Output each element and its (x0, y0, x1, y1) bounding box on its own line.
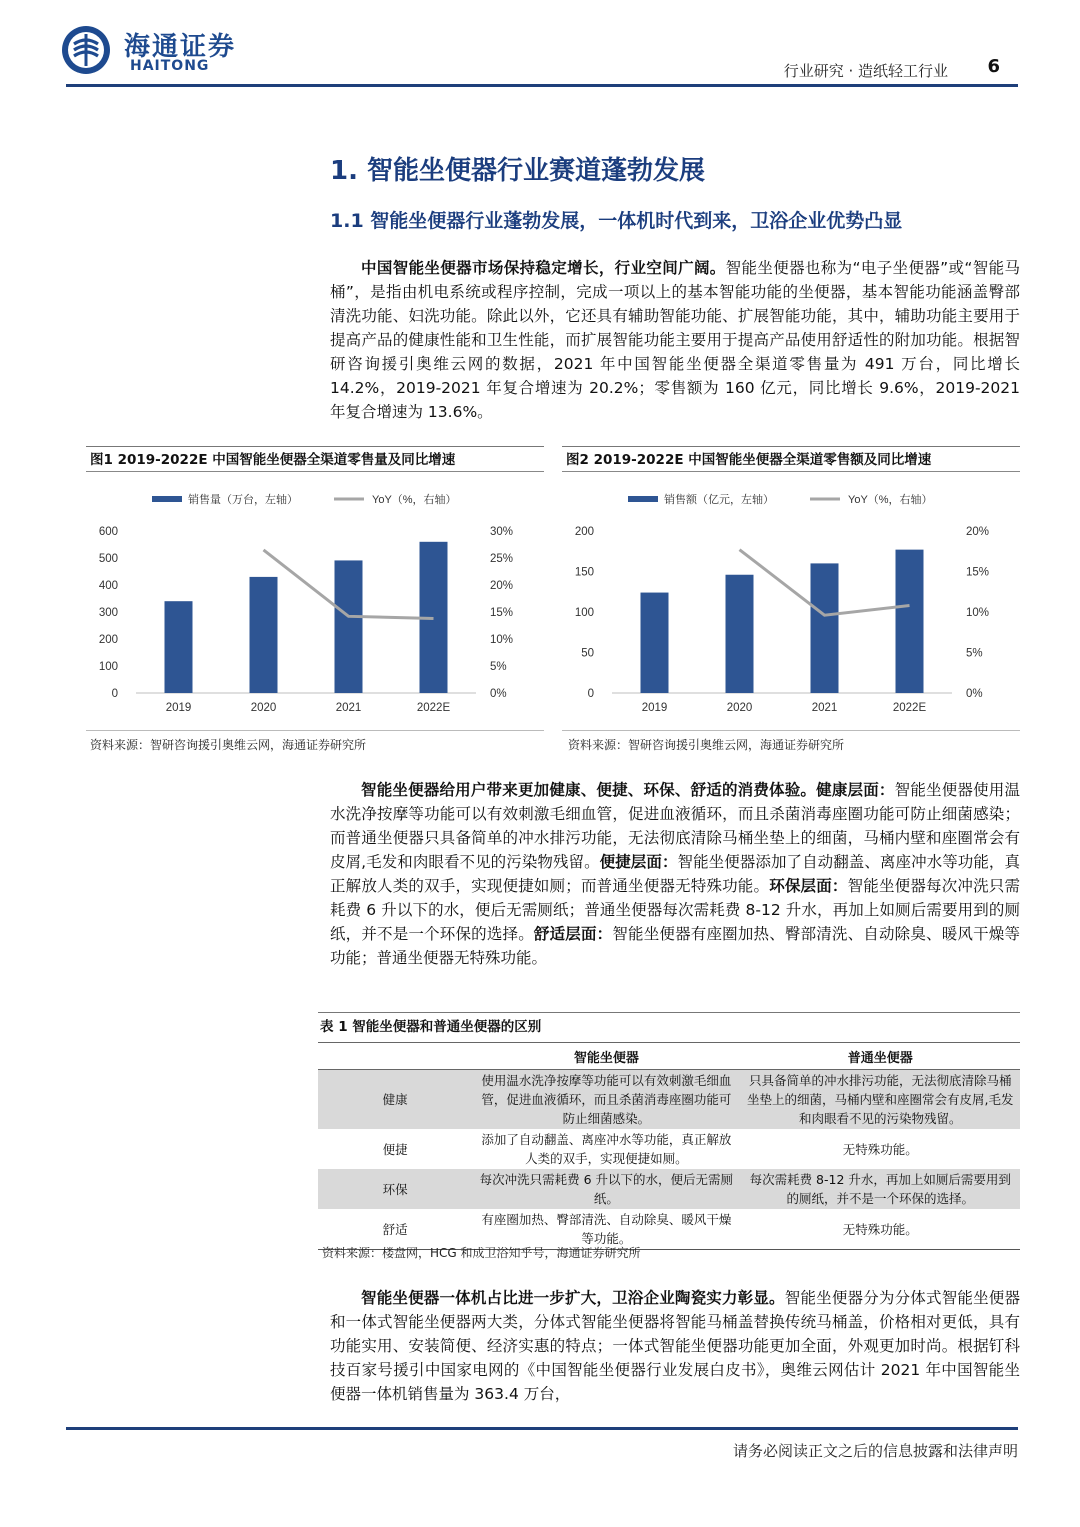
bar-2019 (641, 593, 669, 693)
para2-comfort-text: 智能坐便器有座圈加热、臀部清洗、自动除臭、暖风干燥等功能；普通坐便器无特殊功能。 (330, 925, 1020, 967)
y-left-tick-label: 50 (581, 647, 594, 660)
para2-convenience-text: 智能坐便器添加了自动翻盖、离座冲水等功能，真正解放人类的双手，实现便捷如厕；而普通坐便器无特殊功能。 (330, 853, 1020, 895)
legend-line-label: YoY（%，右轴） (848, 494, 933, 506)
row-smart-cell: 有座圈加热、臀部清洗、自动除臭、暖风干燥等功能。 (472, 1209, 740, 1250)
x-tick-label: 2020 (726, 702, 753, 714)
para3-text: 智能坐便器分为分体式智能坐便器和一体式智能坐便器两大类，分体式智能坐便器将智能马桶盖替换传统马桶盖，价格相对更低，具有功能实用、安装简便、经济实惠的特点；一体式智能坐便器功能更加全面，外观更加时尚。根据钉科技百家号援引中国家电网的《中国智能坐便器行业发展白皮书》，奥维云网估计 2021 年中国智能坐便器一体机销售量为 363.4 万台， (330, 1289, 1020, 1403)
y-right-tick-label: 0% (490, 688, 507, 700)
bar-2021 (811, 563, 839, 693)
y-left-tick-label: 500 (98, 553, 118, 565)
legend-bar-label: 销售量（万台，左轴） (188, 494, 298, 506)
table-title: 表 1 智能坐便器和普通坐便器的区别 (318, 1012, 1020, 1038)
legend-bar-label: 销售额（亿元，左轴） (664, 494, 774, 506)
paragraph-consumer-experience (330, 778, 1020, 970)
para2-lead: 智能坐便器给用户带来更加健康、便捷、环保、舒适的消费体验。 (361, 781, 817, 799)
row-label: 舒适 (318, 1209, 472, 1250)
header-divider (66, 84, 1018, 87)
y-left-tick-label: 600 (98, 526, 118, 538)
row-normal-cell: 只具备简单的冲水排污功能，无法彻底清除马桶坐垫上的细菌，马桶内壁和座圈常会有皮屑,毛发和肉眼看不见的污染物残留。 (740, 1070, 1020, 1130)
subsection-heading: 1.1 智能坐便器行业蓬勃发展，一体机时代到来，卫浴企业优势凸显 (330, 210, 903, 232)
y-right-tick-label: 20% (966, 526, 990, 538)
figure1-source: 资料来源：智研咨询援引奥维云网，海通证券研究所 (90, 738, 367, 752)
paragraph-integrated-units (330, 1286, 1020, 1406)
page-number: 6 (987, 56, 1000, 77)
legend-line-label: YoY（%，右轴） (372, 494, 457, 506)
para2-environment-label: 环保层面： (769, 877, 848, 895)
figure1-divider (86, 730, 544, 731)
y-right-tick-label: 10% (490, 634, 514, 646)
y-left-tick-label: 100 (574, 607, 594, 619)
para1-text: 智能坐便器也称为“电子坐便器”或“智能马桶”，是指由机电系统或程序控制，完成一项以上的基本智能功能的坐便器，基本智能功能涵盖臀部清洗功能、妇洗功能。除此以外，它还具有辅助智能功能、扩展智能功能，其中，辅助功能主要用于提高产品的健康性能和卫生性能，而扩展智能功能主要用于提高产品使用舒适性的附加功能。根据智研咨询援引奥维云网的数据，2021 年中国智能坐便器全渠道零售量为 491 万台，同比增长 14.2%，2019-2021 年复合增速为 20.2%；零售额为 160 亿元，同比增长 9.6%，2019-2021 年复合增速为 13.6%。 (330, 259, 1020, 421)
y-right-tick-label: 15% (966, 566, 990, 579)
x-tick-label: 2019 (165, 702, 192, 714)
y-left-tick-label: 200 (574, 526, 594, 538)
para2-convenience-label: 便捷层面： (599, 853, 678, 871)
legend-bar-swatch (152, 496, 182, 502)
table-row (318, 1169, 1020, 1209)
y-right-tick-label: 20% (490, 580, 514, 592)
y-left-tick-label: 0 (111, 688, 118, 700)
x-tick-label: 2021 (811, 702, 838, 714)
row-smart-cell: 每次冲洗只需耗费 6 升以下的水，便后无需厕纸。 (472, 1169, 740, 1209)
y-left-tick-label: 200 (98, 634, 118, 646)
x-tick-label: 2019 (641, 702, 668, 714)
comparison-table (318, 1042, 1020, 1250)
row-label: 便捷 (382, 1141, 408, 1157)
para2-environment-text: 智能坐便器每次冲洗只需耗费 6 升以下的水，便后无需厕纸；普通坐便器每次需耗费 8-12 升水，再加上如厕后需要用到的厕纸，并不是一个环保的选择。 (330, 877, 1020, 943)
row-label: 环保 (318, 1169, 472, 1209)
x-tick-label: 2020 (250, 702, 277, 714)
y-left-tick-label: 300 (98, 607, 118, 619)
y-right-tick-label: 0% (966, 688, 983, 700)
x-tick-label: 2022E (416, 702, 451, 714)
para1-lead: 中国智能坐便器市场保持稳定增长，行业空间广阔。 (361, 259, 726, 277)
haitong-logo-icon (60, 24, 112, 76)
bar-2019 (165, 601, 193, 693)
y-right-tick-label: 10% (966, 607, 990, 619)
footer-divider (66, 1427, 1018, 1430)
legend-bar-swatch (628, 496, 658, 502)
figure1-chart (86, 478, 546, 728)
figure2-title: 图2 2019-2022E 中国智能坐便器全渠道零售额及同比增速 (562, 446, 1020, 472)
y-right-tick-label: 25% (490, 553, 514, 565)
para2-health-text: 智能坐便器使用温水洗净按摩等功能可以有效刺激毛细血管，促进血液循环，而且杀菌消毒座圈功能可防止细菌感染；而普通坐便器只具备简单的冲水排污功能，无法彻底清除马桶坐垫上的细菌，马桶内壁和座圈常会有皮屑,毛发和肉眼看不见的污染物残留。 (330, 781, 1020, 871)
paragraph-market-growth (330, 256, 1020, 424)
logo-english-name: HAITONG (130, 58, 210, 74)
y-right-tick-label: 15% (490, 607, 514, 619)
table-header-normal: 普通坐便器 (740, 1043, 1020, 1070)
y-right-tick-label: 5% (490, 661, 507, 673)
table-row (318, 1070, 1020, 1130)
figure2-divider (562, 730, 1020, 731)
y-left-tick-label: 100 (98, 661, 118, 673)
header-section-label: 行业研究 · 造纸轻工行业 (783, 62, 948, 80)
y-right-tick-label: 5% (966, 647, 983, 660)
row-normal-cell: 每次需耗费 8-12 升水，再加上如厕后需要用到的厕纸，并不是一个环保的选择。 (740, 1169, 1020, 1209)
y-left-tick-label: 150 (574, 566, 594, 579)
bar-2020 (726, 575, 754, 693)
logo-chinese-name: 海通证券 (124, 32, 237, 62)
row-normal-cell: 无特殊功能。 (740, 1209, 1020, 1250)
bar-2021 (335, 560, 363, 693)
figure2-source: 资料来源：智研咨询援引奥维云网，海通证券研究所 (568, 738, 845, 752)
table-row (318, 1129, 1020, 1169)
bar-2020 (250, 577, 278, 693)
table-header-blank (318, 1043, 472, 1070)
row-label: 健康 (318, 1070, 472, 1130)
row-normal-cell: 无特殊功能。 (842, 1141, 918, 1157)
y-right-tick-label: 30% (490, 526, 514, 538)
bar-2022E (896, 550, 924, 693)
table-header-row (318, 1043, 1020, 1070)
row-smart-cell: 使用温水洗净按摩等功能可以有效刺激毛细血管，促进血液循环，而且杀菌消毒座圈功能可防止细菌感染。 (472, 1070, 740, 1130)
para3-lead: 智能坐便器一体机占比进一步扩大，卫浴企业陶瓷实力彰显。 (361, 1289, 785, 1307)
row-smart-cell: 添加了自动翻盖、离座冲水等功能，真正解放人类的双手，实现便捷如厕。 (481, 1132, 732, 1166)
y-left-tick-label: 400 (98, 580, 118, 592)
footer-disclaimer: 请务必阅读正文之后的信息披露和法律声明 (732, 1442, 1018, 1460)
y-left-tick-label: 0 (587, 688, 594, 700)
figure2-chart (562, 478, 1022, 728)
table-header-smart: 智能坐便器 (472, 1043, 740, 1070)
figure1-title: 图1 2019-2022E 中国智能坐便器全渠道零售量及同比增速 (86, 446, 544, 472)
section-heading: 1. 智能坐便器行业赛道蓬勃发展 (330, 156, 706, 186)
x-tick-label: 2021 (335, 702, 362, 714)
para2-comfort-label: 舒适层面： (533, 925, 613, 943)
para2-health-label: 健康层面： (816, 781, 895, 799)
table-source: 资料来源：楼盘网，HCG 和成卫浴知乎号，海通证券研究所 (322, 1246, 641, 1260)
x-tick-label: 2022E (892, 702, 927, 714)
